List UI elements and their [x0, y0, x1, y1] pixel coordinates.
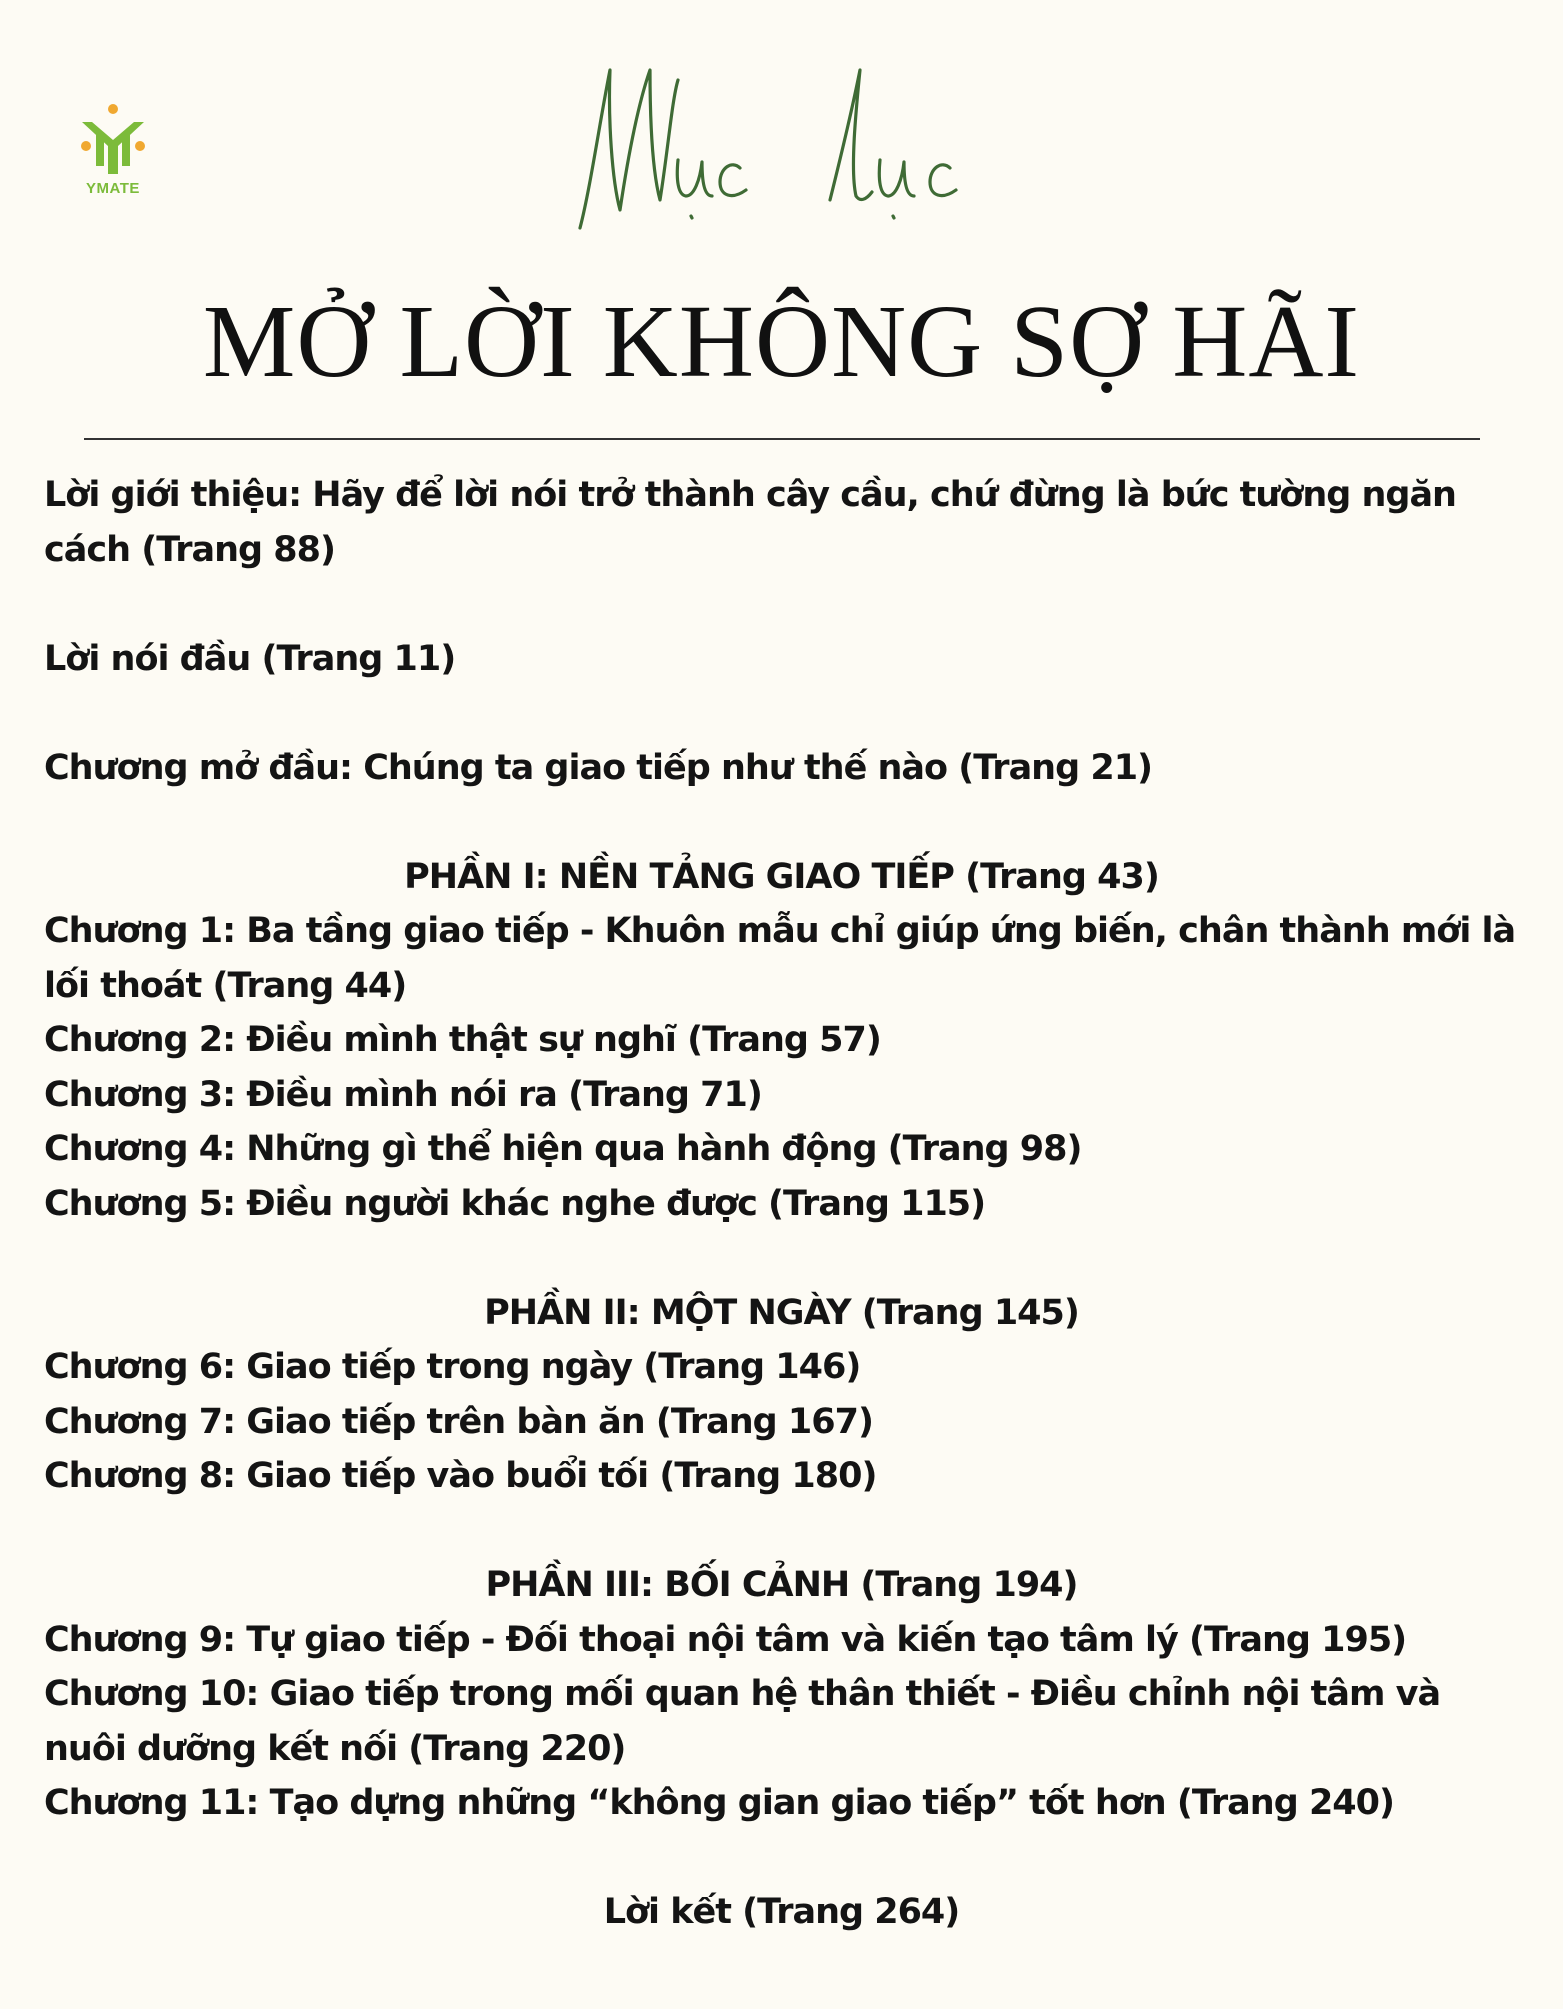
toc-chapter: Chương 5: Điều người khác nghe được (Trang 115) [44, 1183, 986, 1224]
toc-chapter: Chương 4: Những gì thể hiện qua hành động (Trang 98) [44, 1129, 1082, 1169]
spacer [44, 1831, 1524, 1886]
title-divider [84, 438, 1480, 440]
logo-text: YMATE [86, 180, 140, 197]
toc-chapter: Chương 9: Tự giao tiếp - Đối thoại nội tâm và kiến tạo tâm lý (Trang 195) [44, 1619, 1407, 1660]
part-2-heading: PHẦN II: MỘT NGÀY (Trang 145) [484, 1292, 1079, 1333]
table-of-contents [44, 468, 1524, 1940]
ymate-logo [78, 104, 148, 204]
toc-conclusion: Lời kết (Trang 264) [603, 1892, 960, 1932]
toc-chapter: Chương 10: Giao tiếp trong mối quan hệ thân thiết - Điều chỉnh nội tâm và nuôi dưỡng kết nối (Trang 220) [44, 1674, 1441, 1769]
script-title [560, 50, 1020, 240]
toc-chapter: Chương 7: Giao tiếp trên bàn ăn (Trang 167) [44, 1401, 873, 1442]
toc-preface: Lời nói đầu (Trang 11) [44, 638, 456, 679]
ymate-logo-icon [78, 104, 148, 176]
toc-chapter: Chương 6: Giao tiếp trong ngày (Trang 146) [44, 1347, 861, 1387]
part-1-heading: PHẦN I: NỀN TẢNG GIAO TIẾP (Trang 43) [404, 856, 1159, 897]
spacer [44, 1231, 1524, 1286]
toc-chapter: Chương 11: Tạo dựng những “không gian giao tiếp” tốt hơn (Trang 240) [44, 1783, 1395, 1823]
toc-chapter: Chương 1: Ba tầng giao tiếp - Khuôn mẫu chỉ giúp ứng biến, chân thành mới là lối thoát (Trang 44) [44, 911, 1516, 1006]
toc-chapter: Chương 8: Giao tiếp vào buổi tối (Trang 180) [44, 1456, 877, 1496]
toc-opening-chapter: Chương mở đầu: Chúng ta giao tiếp như thế nào (Trang 21) [44, 747, 1153, 788]
toc-chapter: Chương 2: Điều mình thật sự nghĩ (Trang 57) [44, 1020, 881, 1060]
spacer [44, 577, 1524, 632]
spacer [44, 1504, 1524, 1559]
toc-chapter: Chương 3: Điều mình nói ra (Trang 71) [44, 1074, 762, 1115]
main-title: MỞ LỜI KHÔNG SỢ HÃI [202, 284, 1361, 399]
script-title-text: Mục lục [560, 50, 564, 51]
spacer [44, 686, 1524, 741]
part-3-heading: PHẦN III: BỐI CẢNH (Trang 194) [485, 1565, 1078, 1605]
spacer [44, 795, 1524, 850]
toc-intro: Lời giới thiệu: Hãy để lời nói trở thành cây cầu, chứ đừng là bức tường ngăn cách (Trang 88) [44, 475, 1456, 570]
